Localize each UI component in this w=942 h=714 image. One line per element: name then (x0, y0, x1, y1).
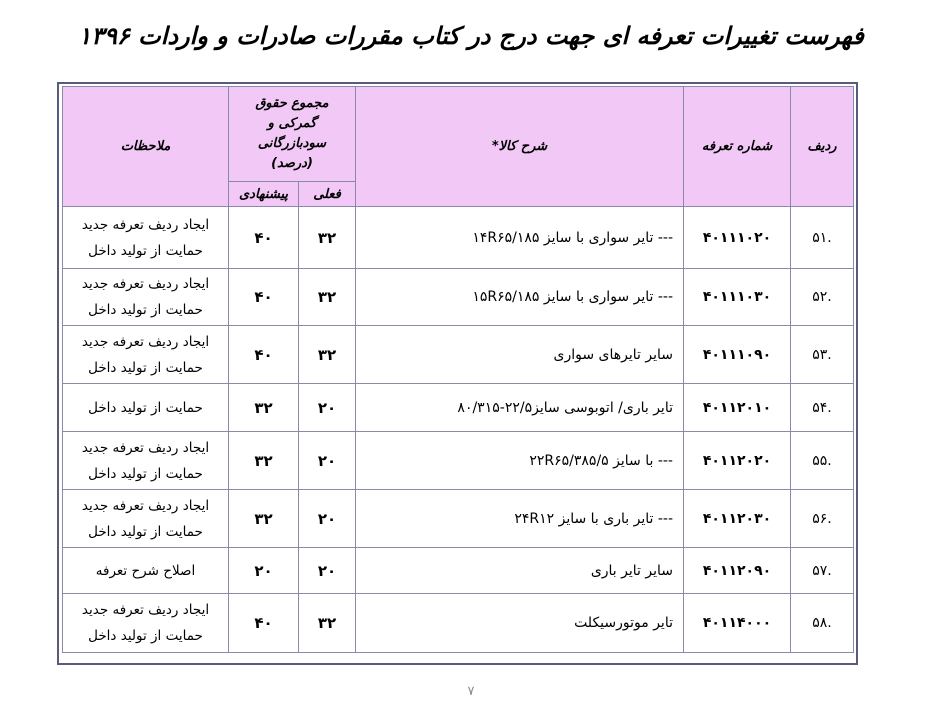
current-rate: ۲۰ (299, 548, 356, 594)
tariff-code: ۴۰۱۱۱۰۳۰ (684, 269, 791, 326)
current-rate: ۲۰ (299, 384, 356, 432)
notes-cell (63, 548, 229, 594)
row-number: .۵۵ (791, 432, 854, 490)
page-title: فهرست تغییرات تعرفه ای جهت درج در کتاب مقررات صادرات و واردات ۱۳۹۶ (78, 22, 864, 50)
proposed-rate: ۳۲ (229, 432, 299, 490)
table-row (63, 207, 854, 269)
row-number: .۵۷ (791, 548, 854, 594)
tariff-table (62, 86, 854, 653)
goods-description: سایر تایرهای سواری (356, 326, 684, 384)
note-line: حمایت از تولید داخل (88, 523, 203, 540)
note-line: ایجاد ردیف تعرفه جدید (81, 333, 210, 350)
notes-cell (63, 326, 229, 384)
tariff-code: ۴۰۱۱۲۰۳۰ (684, 490, 791, 548)
goods-description: تایر موتورسیکلت (356, 594, 684, 653)
notes-cell (63, 207, 229, 269)
current-rate: ۳۲ (299, 207, 356, 269)
tariff-code: ۴۰۱۱۱۰۲۰ (684, 207, 791, 269)
notes-cell (63, 594, 229, 653)
table-row (63, 326, 854, 384)
note-line: ایجاد ردیف تعرفه جدید (81, 439, 210, 456)
table-row (63, 490, 854, 548)
notes-cell (63, 384, 229, 432)
table-row (63, 594, 854, 653)
table-row (63, 269, 854, 326)
note-line: ایجاد ردیف تعرفه جدید (81, 216, 210, 233)
note-line: اصلاح شرح تعرفه (95, 562, 196, 579)
header-row-number: ردیف (791, 87, 854, 207)
note-line: حمایت از تولید داخل (88, 628, 203, 644)
note-line: حمایت از تولید داخل (88, 399, 203, 416)
proposed-rate: ۳۲ (229, 384, 299, 432)
tariff-code: ۴۰۱۱۲۰۱۰ (684, 384, 791, 432)
tariff-code: ۴۰۱۱۱۰۹۰ (684, 326, 791, 384)
proposed-rate: ۴۰ (229, 207, 299, 269)
current-rate: ۳۲ (299, 269, 356, 326)
header-current: فعلی (299, 182, 356, 207)
goods-description: سایر تایر باری (356, 548, 684, 594)
current-rate: ۳۲ (299, 594, 356, 653)
goods-description: --- تایر باری با سایز ۲۴R۱۲ (356, 490, 684, 548)
note-line: حمایت از تولید داخل (88, 465, 203, 482)
goods-description: --- با سایز ۲۲R۶۵/۳۸۵/۵ (356, 432, 684, 490)
notes-cell (63, 432, 229, 490)
note-line: ایجاد ردیف تعرفه جدید (81, 602, 210, 618)
header-duty-group: مجموع حقوق گمرکی و سودبازرگانی (درصد) (229, 87, 356, 182)
row-number: .۵۱ (791, 207, 854, 269)
row-number: .۵۳ (791, 326, 854, 384)
proposed-rate: ۳۲ (229, 490, 299, 548)
header-proposed: پیشنهادی (229, 182, 299, 207)
proposed-rate: ۴۰ (229, 326, 299, 384)
current-rate: ۲۰ (299, 490, 356, 548)
tariff-code: ۴۰۱۱۲۰۹۰ (684, 548, 791, 594)
current-rate: ۲۰ (299, 432, 356, 490)
proposed-rate: ۲۰ (229, 548, 299, 594)
proposed-rate: ۴۰ (229, 594, 299, 653)
goods-description: تایر باری/ اتوبوسی سایز۲۲/۵-۸۰/۳۱۵ (356, 384, 684, 432)
goods-description: --- تایر سواری با سایز ۱۵R۶۵/۱۸۵ (356, 269, 684, 326)
row-number: .۵۸ (791, 594, 854, 653)
table-row (63, 384, 854, 432)
header-description: شرح کالا* (356, 87, 684, 207)
notes-cell (63, 490, 229, 548)
row-number: .۵۶ (791, 490, 854, 548)
tariff-code: ۴۰۱۱۲۰۲۰ (684, 432, 791, 490)
note-line: حمایت از تولید داخل (88, 242, 203, 259)
tariff-code: ۴۰۱۱۴۰۰۰ (684, 594, 791, 653)
header-notes: ملاحظات (63, 87, 229, 207)
notes-cell (63, 269, 229, 326)
table-row (63, 548, 854, 594)
header-tariff-code: شماره تعرفه (684, 87, 791, 207)
page-number: ۷ (467, 684, 475, 699)
table-row (63, 432, 854, 490)
note-line: ایجاد ردیف تعرفه جدید (81, 497, 210, 514)
row-number: .۵۴ (791, 384, 854, 432)
current-rate: ۳۲ (299, 326, 356, 384)
row-number: .۵۲ (791, 269, 854, 326)
note-line: حمایت از تولید داخل (88, 359, 203, 376)
note-line: حمایت از تولید داخل (88, 302, 203, 318)
note-line: ایجاد ردیف تعرفه جدید (81, 276, 210, 292)
goods-description: --- تایر سواری با سایز ۱۴R۶۵/۱۸۵ (356, 207, 684, 269)
proposed-rate: ۴۰ (229, 269, 299, 326)
